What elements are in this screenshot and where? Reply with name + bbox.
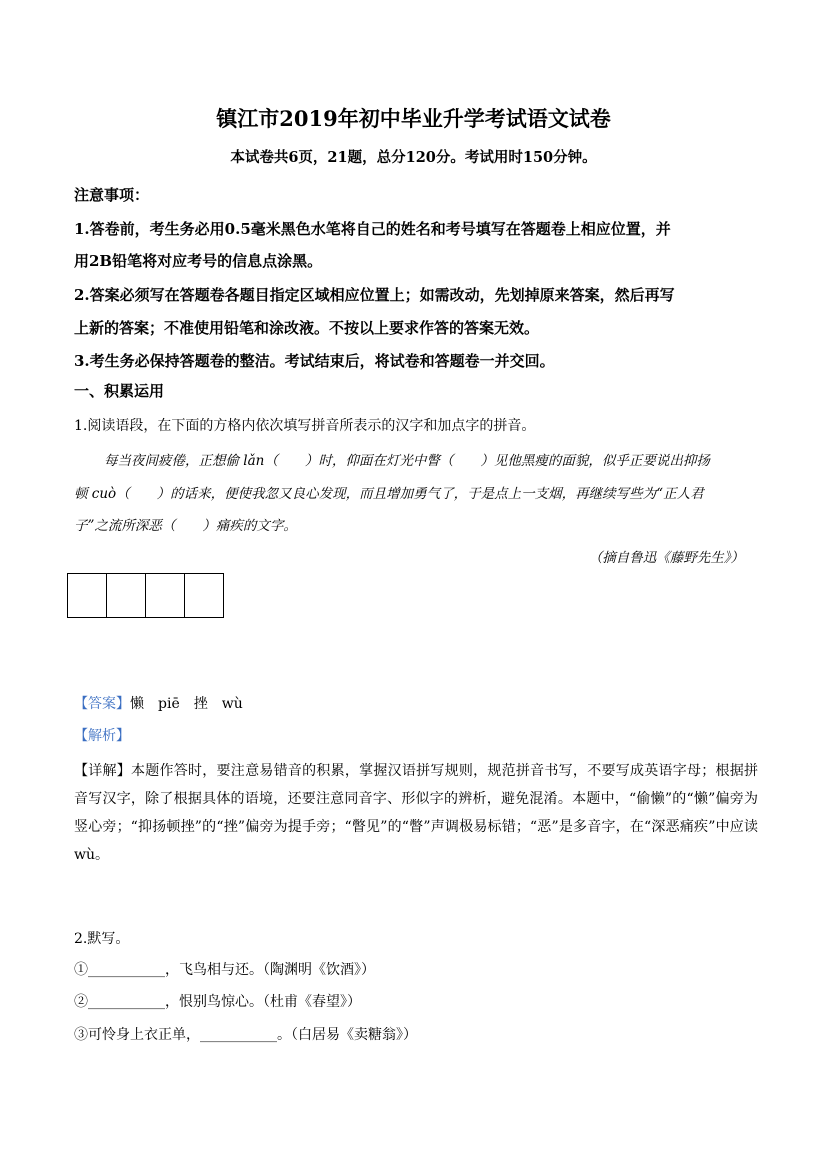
passage-line-1: 每当夜间疲倦，正想偷 lǎn（ ）时，仰面在灯光中瞥（ ）见他黑瘦的面貌，似乎正要说出抑扬 (104, 453, 710, 469)
answer-label: 【答案】 (74, 696, 130, 712)
notice-item-3: 3.考生务必保持答题卷的整洁。考试结束后，将试卷和答题卷一并交回。 (74, 352, 555, 370)
notice-item-2-line-2: 上新的答案；不准使用铅笔和涂改液。不按以上要求作答的答案无效。 (74, 319, 540, 337)
dictation-item-3: ③可怜身上衣正单，___________。（白居易《卖糖翁》） (74, 1027, 417, 1043)
notice-item-2-line-1: 2.答案必须写在答题卷各题目指定区域相应位置上；如需改动，先划掉原来答案，然后再写 (74, 286, 675, 304)
page-title: 镇江市2019年初中毕业升学考试语文试卷 (216, 106, 611, 131)
question-1-prompt: 1.阅读语段，在下面的方格内依次填写拼音所表示的汉字和加点字的拼音。 (74, 418, 536, 434)
passage-line-3: 子”之流所深恶（ ）痛疾的文字。 (74, 518, 297, 534)
answer-box (107, 574, 146, 617)
dictation-item-1: ①___________，飞鸟相与还。（陶渊明《饮酒》） (74, 962, 375, 978)
notice-item-1-line-2: 用2B铅笔将对应考号的信息点涂黑。 (74, 252, 323, 270)
dictation-item-2: ②___________，恨别鸟惊心。（杜甫《春望》） (74, 994, 361, 1010)
explain-label: 【解析】 (74, 728, 130, 744)
answer-text: 懒 piē 挫 wù (130, 696, 243, 712)
section-heading: 一、积累运用 (74, 382, 165, 400)
answer-box (68, 574, 107, 617)
notice-heading: 注意事项： (74, 186, 150, 204)
question-2-prompt: 2.默写。 (74, 931, 130, 947)
answer-grid (67, 573, 224, 618)
answer-line (74, 693, 243, 713)
notice-item-1-line-1: 1.答卷前，考生务必用0.5毫米黑色水笔将自己的姓名和考号填写在答题卷上相应位置，并 (74, 220, 671, 238)
answer-box (185, 574, 223, 617)
answer-box (146, 574, 185, 617)
exam-info: 本试卷共6页，21题，总分120分。考试用时150分钟。 (230, 149, 597, 166)
passage-line-2: 顿 cuò（ ）的话来，便使我忽又良心发现，而且增加勇气了，于是点上一支烟，再继续写些为“正人君 (74, 486, 704, 502)
detail-explanation: 【详解】本题作答时，要注意易错音的积累，掌握汉语拼写规则，规范拼音书写，不要写成英语字母；根据拼音写汉字，除了根据具体的语境，还要注意同音字、形似字的辨析，避免混淆。本题中，“偷懒”的“懒”偏旁为竖心旁；“抑扬顿挫”的“挫”偏旁为提手旁；“瞥见”的“瞥”声调极易标错；“恶”是多音字，在“深恶痛疾”中应读 wù。 (74, 763, 758, 863)
passage-source: （摘自鲁迅《藤野先生》） (588, 550, 744, 566)
